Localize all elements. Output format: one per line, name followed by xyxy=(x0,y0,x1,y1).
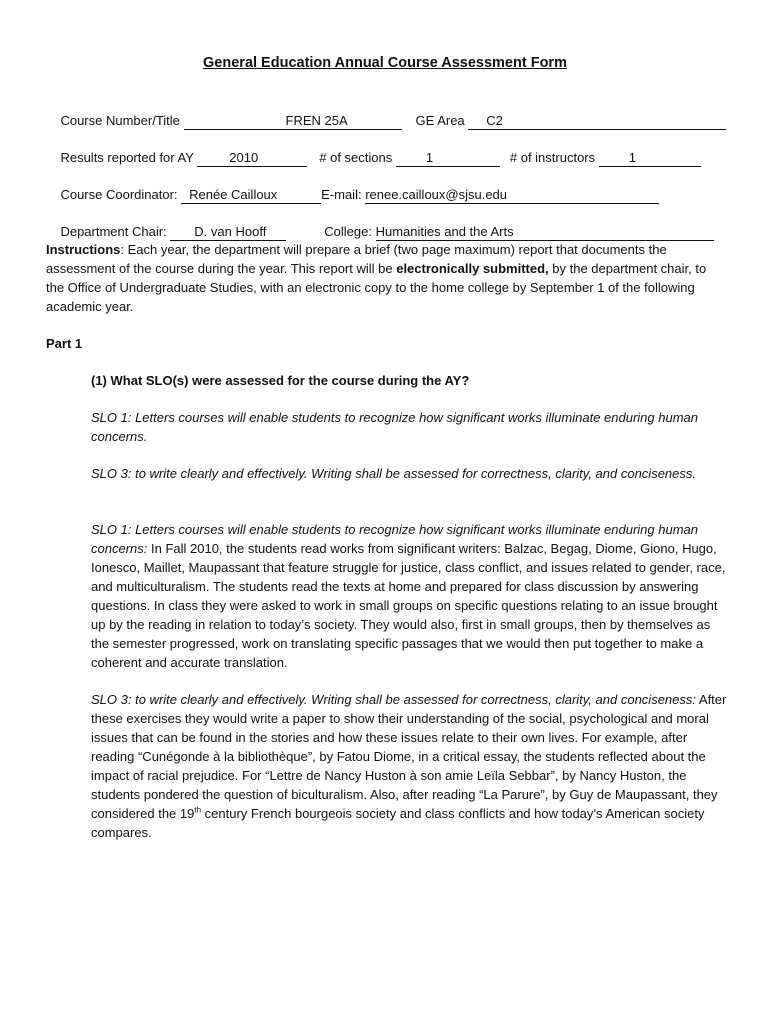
ge-label: GE Area xyxy=(415,113,469,128)
course-label: Course Number/Title xyxy=(60,113,184,128)
ge-value: C2 xyxy=(486,113,503,128)
chair-label: Department Chair: xyxy=(60,224,171,239)
coordinator-label: Course Coordinator: xyxy=(60,187,182,202)
instructors-label: # of instructors xyxy=(509,150,599,165)
instructors-field[interactable] xyxy=(599,150,701,167)
part1-question: (1) What SLO(s) were assessed for the course during the AY? xyxy=(91,373,470,388)
ge-field[interactable] xyxy=(468,113,726,130)
form-title: General Education Annual Course Assessment Form xyxy=(203,55,567,71)
slo1-paragraph xyxy=(91,520,727,672)
instructions-label: Instructions xyxy=(46,242,121,257)
course-field[interactable] xyxy=(184,113,402,130)
para1-text: In Fall 2010, the students read works from significant writers: Balzac, Begag, Diome, Giono, Hugo, Ionesco, Maillet, Maupassant that feature struggle for justice, class conflict, and issues related to gender, race, and multiculturalism. The students read the texts at home and prepared for class discussion by answering questions. In class they were asked to work in small groups on specific questions relating to an issue brought up by the reading in relation to today’s society. They would also, first in small groups, then by themselves as the semester progressed, work on translating specific passages that we would then put together to make a coherent and accurate translation. xyxy=(91,541,726,670)
college-label: College: xyxy=(324,224,376,239)
slo1-statement: SLO 1: Letters courses will enable students to recognize how significant works illuminate enduring human concerns. xyxy=(91,410,698,444)
course-value: FREN 25A xyxy=(285,113,348,128)
ay-value: 2010 xyxy=(229,150,259,165)
instructors-value: 1 xyxy=(628,150,636,165)
instructions-bold: electronically submitted, xyxy=(396,261,549,276)
part1-heading: Part 1 xyxy=(46,336,83,351)
email-value: renee.cailloux@sjsu.edu xyxy=(365,187,508,202)
coordinator-field[interactable] xyxy=(181,187,321,204)
para2-text-a: After these exercises they would write a paper to show their understanding of the social, psychological and moral issues that can be found in the stories and how these issues relate to their own lives. For example, after reading “Cunégonde à la bibliothèque”, by Fatou Diome, in a critical essay, the students reflected about the impact of racial prejudice. For “Lettre de Nancy Huston à son amie Leïla Sebbar”, by Nancy Huston, the students pondered the question of biculturalism. Also, after reading “La Parure”, by Guy de Maupassant, they considered the 19 xyxy=(91,692,727,821)
chair-field[interactable] xyxy=(170,224,286,241)
coordinator-value: Renée Cailloux xyxy=(189,187,278,202)
email-field[interactable] xyxy=(365,187,659,204)
sections-value: 1 xyxy=(425,150,434,165)
instructions-text-a: : Each year, the department will prepare a brief (two page maximum) report that documents the assessment of the course during the year. This report will be xyxy=(46,242,667,276)
sections-label: # of sections xyxy=(319,150,396,165)
sections-field[interactable] xyxy=(396,150,500,167)
college-field[interactable] xyxy=(376,224,714,241)
para2-text-b: century French bourgeois society and class conflicts and how today’s American society compares. xyxy=(91,806,705,840)
chair-value: D. van Hooff xyxy=(194,224,267,239)
ay-label: Results reported for AY xyxy=(60,150,198,165)
para2-superscript: th xyxy=(194,805,202,815)
instructions-paragraph xyxy=(46,240,726,316)
slo3-statement: SLO 3: to write clearly and effectively. Writing shall be assessed for correctness, clarity, and conciseness. xyxy=(91,466,696,481)
college-value: Humanities and the Arts xyxy=(375,224,514,239)
slo3-paragraph xyxy=(91,690,727,842)
para1-italic: SLO 1: Letters courses will enable students to recognize how significant works illuminate enduring human concerns: xyxy=(91,522,698,556)
ay-field[interactable] xyxy=(197,150,307,167)
para2-italic: SLO 3: to write clearly and effectively. Writing shall be assessed for correctness, clarity, and conciseness: xyxy=(91,692,696,707)
email-label: E-mail: xyxy=(321,187,366,202)
instructions-text-b: by the department chair, to the Office of Undergraduate Studies, with an electronic copy to the home college by September 1 of the following academic year. xyxy=(46,261,707,314)
